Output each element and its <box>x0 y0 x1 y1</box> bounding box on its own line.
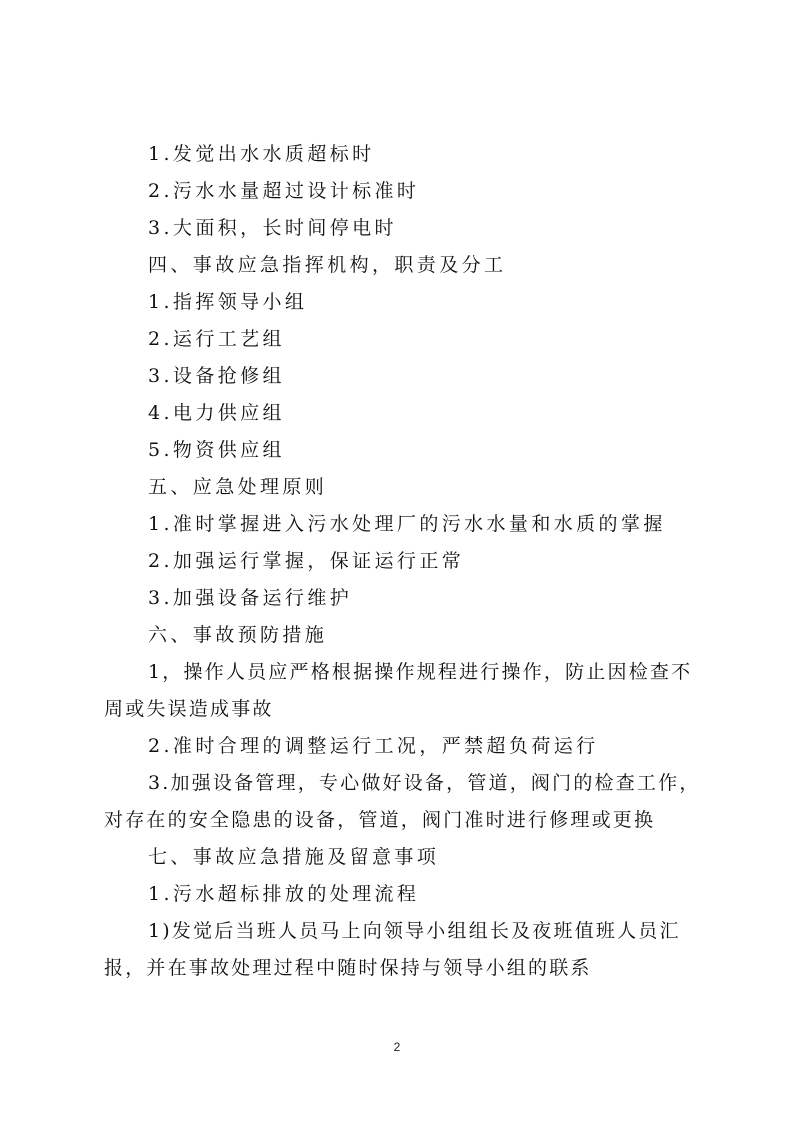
paragraph-5: 1.指挥领导小组 <box>148 291 308 313</box>
document-body <box>104 136 704 987</box>
paragraph-1: 1.发觉出水水质超标时 <box>148 143 375 165</box>
paragraph-7: 3.设备抢修组 <box>148 365 285 387</box>
section-heading-6: 六、事故预防措施 <box>148 624 328 646</box>
section-heading-7: 七、事故应急措施及留意事项 <box>148 846 440 868</box>
section-heading-5: 五、应急处理原则 <box>148 476 328 498</box>
paragraph-16: 2.准时合理的调整运行工况，严禁超负荷运行 <box>148 735 599 757</box>
paragraph-9: 5.物资供应组 <box>148 439 285 461</box>
paragraph-12: 2.加强运行掌握，保证运行正常 <box>148 550 465 572</box>
paragraph-11: 1.准时掌握进入污水处理厂的污水水量和水质的掌握 <box>148 513 666 535</box>
page-number: 2 <box>393 1040 401 1054</box>
paragraph-20: 1)发觉后当班人员马上向领导小组组长及夜班值班人员汇报，并在事故处理过程中随时保持与领导小组的联系 <box>104 920 681 979</box>
paragraph-6: 2.运行工艺组 <box>148 328 285 350</box>
paragraph-2: 2.污水水量超过设计标准时 <box>148 180 420 202</box>
paragraph-3: 3.大面积，长时间停电时 <box>148 217 397 239</box>
paragraph-8: 4.电力供应组 <box>148 402 285 424</box>
paragraph-17: 3.加强设备管理，专心做好设备，管道，阀门的检查工作，对存在的安全隐患的设备，管道，阀门准时进行修理或更换 <box>104 772 701 831</box>
paragraph-15: 1，操作人员应严格根据操作规程进行操作，防止因检查不周或失误造成事故 <box>104 661 693 720</box>
section-heading-4: 四、事故应急指挥机构，职责及分工 <box>148 254 507 276</box>
paragraph-19: 1.污水超标排放的处理流程 <box>148 883 420 905</box>
paragraph-13: 3.加强设备运行维护 <box>148 587 353 609</box>
